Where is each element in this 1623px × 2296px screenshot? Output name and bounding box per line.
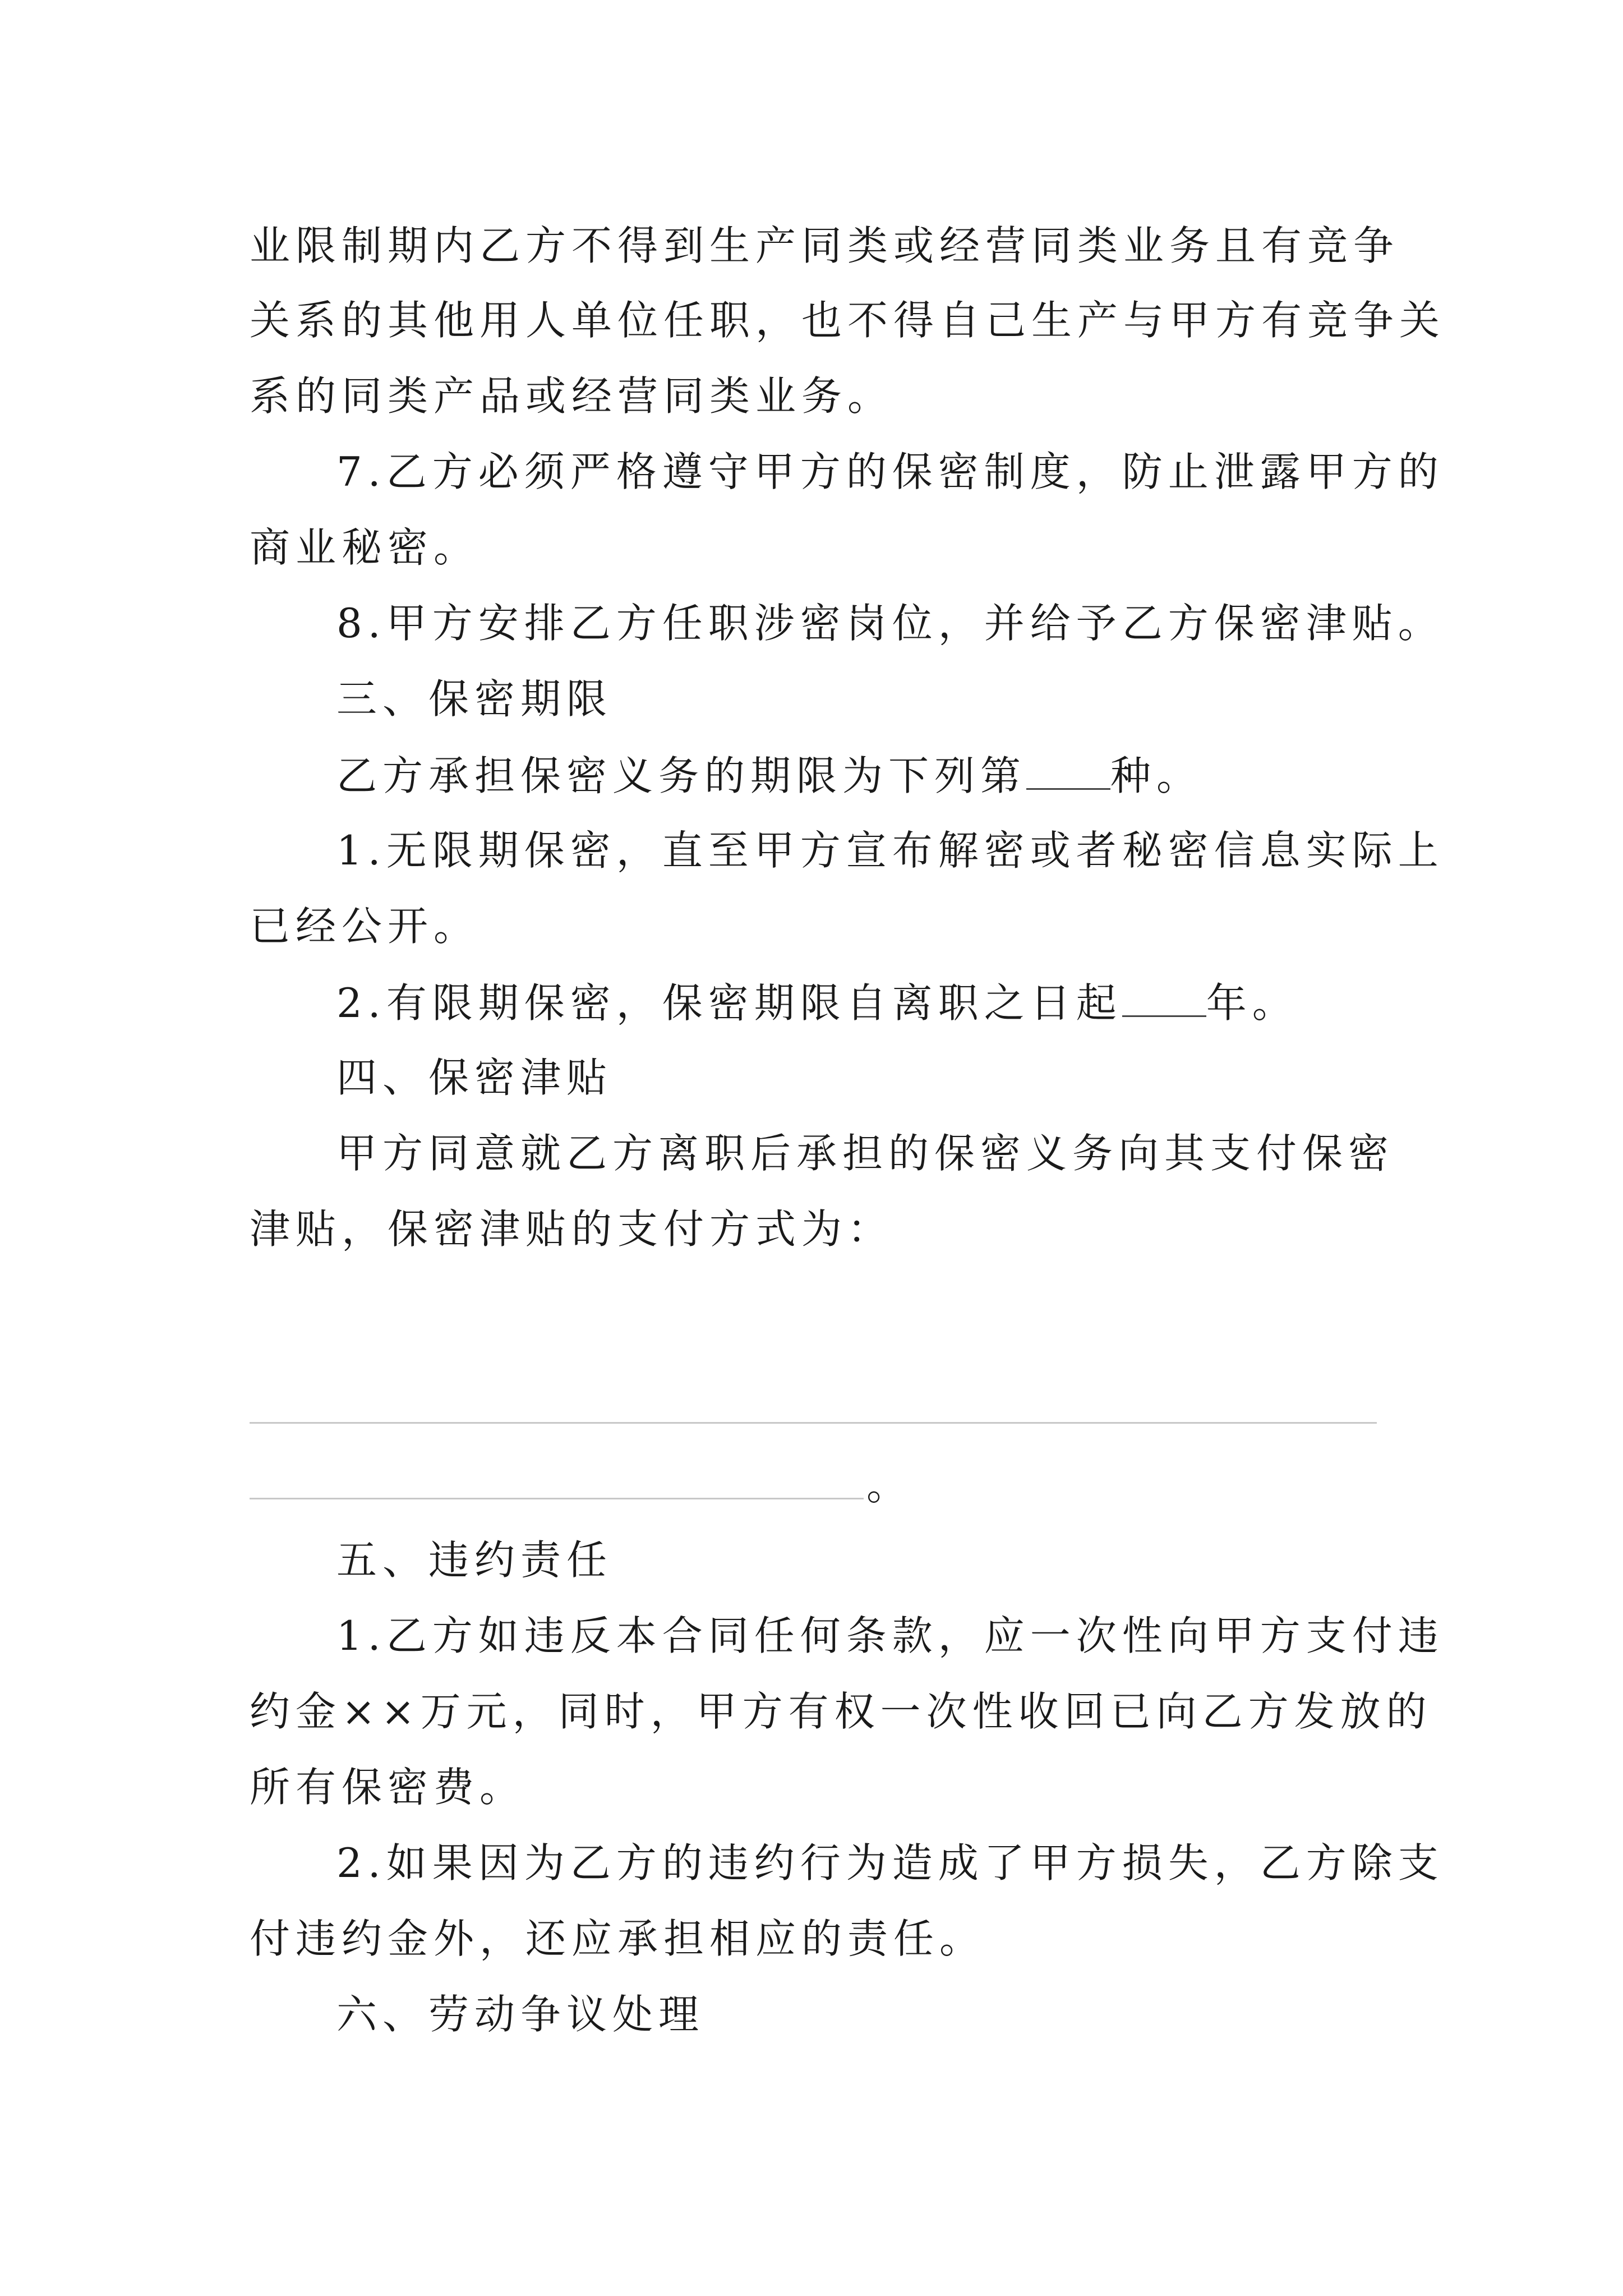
clause-7-line: 7.乙方必须严格遵守甲方的保密制度，防止泄露甲方的 bbox=[336, 448, 1444, 495]
paragraph-line: 付违约金外，还应承担相应的责任。 bbox=[250, 1915, 986, 1962]
fill-line-period: 。 bbox=[866, 1462, 907, 1509]
paragraph-line: 商业秘密。 bbox=[250, 524, 480, 571]
paragraph-line: 系的同类产品或经营同类业务。 bbox=[250, 372, 894, 420]
paragraph-line: 关系的其他用人单位任职，也不得自己生产与甲方有竞争关 bbox=[250, 297, 1446, 344]
allowance-line: 甲方同意就乙方离职后承担的保密义务向其支付保密 bbox=[336, 1130, 1395, 1177]
paragraph-line: 业限制期内乙方不得到生产同类或经营同类业务且有竞争 bbox=[250, 222, 1400, 269]
payment-method-fill-line[interactable] bbox=[250, 1422, 1377, 1424]
limited-term-text: 2.有限期保密，保密期限自离职之日起 bbox=[336, 979, 1122, 1027]
paragraph-line: 所有保密费。 bbox=[250, 1764, 526, 1811]
section-heading: 六、劳动争议处理 bbox=[336, 1991, 705, 2038]
years-blank[interactable] bbox=[1122, 982, 1206, 1017]
term-option-line bbox=[336, 752, 1203, 799]
section-heading: 五、违约责任 bbox=[336, 1536, 613, 1584]
term-option-suffix: 种。 bbox=[1110, 752, 1203, 799]
liability-1-line: 1.乙方如违反本合同任何条款，应一次性向甲方支付违 bbox=[336, 1612, 1444, 1659]
limited-term-suffix: 年。 bbox=[1206, 979, 1298, 1027]
clause-8-line: 8.甲方安排乙方任职涉密岗位，并给予乙方保密津贴。 bbox=[336, 600, 1444, 647]
limited-term-line bbox=[336, 979, 1298, 1027]
term-option-text: 乙方承担保密义务的期限为下列第 bbox=[336, 752, 1027, 799]
term-blank[interactable] bbox=[1026, 754, 1110, 790]
section-heading: 四、保密津贴 bbox=[336, 1054, 613, 1101]
unlimited-term-line: 1.无限期保密，直至甲方宣布解密或者秘密信息实际上 bbox=[336, 827, 1444, 874]
paragraph-line: 津贴，保密津贴的支付方式为： bbox=[250, 1205, 894, 1253]
paragraph-line: 约金××万元，同时，甲方有权一次性收回已向乙方发放的 bbox=[250, 1688, 1432, 1735]
section-heading: 三、保密期限 bbox=[336, 675, 613, 723]
liability-2-line: 2.如果因为乙方的违约行为造成了甲方损失，乙方除支 bbox=[336, 1839, 1444, 1887]
payment-method-fill-line[interactable] bbox=[250, 1498, 864, 1499]
paragraph-line: 已经公开。 bbox=[250, 903, 480, 950]
